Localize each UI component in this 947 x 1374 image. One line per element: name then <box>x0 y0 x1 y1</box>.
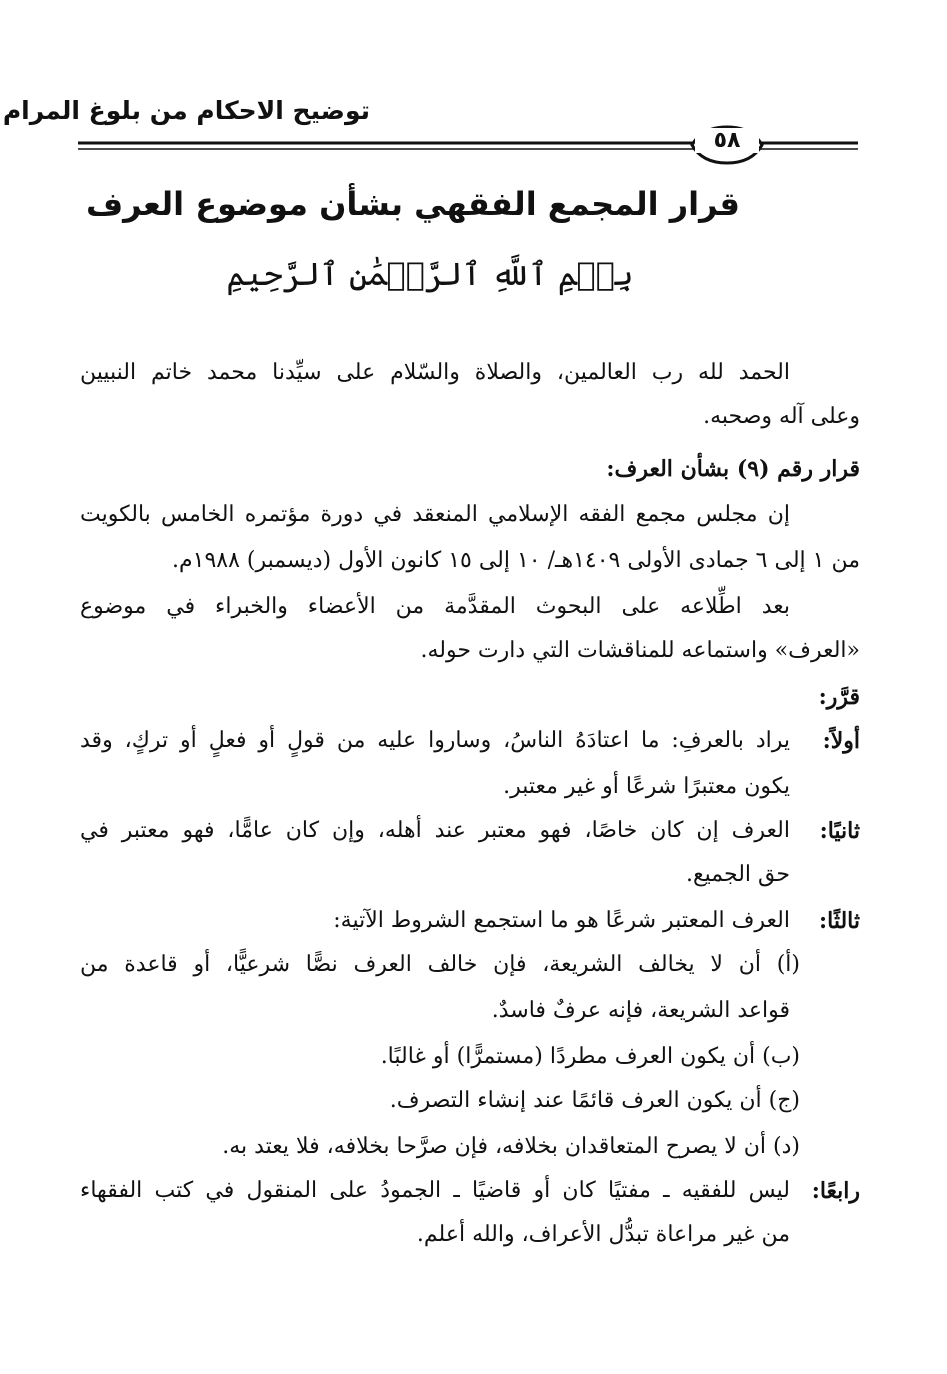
item-second-label: ثانيًا: <box>819 818 860 844</box>
council-line-2: من ١ إلى ٦ جمادى الأولى ١٤٠٩هـ/ ١٠ إلى ١٥ كانون الأول (ديسمبر) ١٩٨٨م. <box>172 548 860 573</box>
condition-a-line-2: قواعد الشريعة، فإنه عرفٌ فاسدٌ. <box>491 998 790 1023</box>
item-second-line-2: حق الجميع. <box>685 862 790 887</box>
item-fourth-line-1: ليس للفقيه ـ مفتيًا كان أو قاضيًا ـ الجمودُ على المنقول في كتب الفقهاء <box>80 1178 790 1203</box>
condition-d: (د) أن لا يصرح المتعاقدان بخلافه، فإن صرَّحا بخلافه، فلا يعتد به. <box>222 1134 800 1159</box>
page-number: ٥٨ <box>695 128 759 153</box>
item-first-line-2: يكون معتبرًا شرعًا أو غير معتبر. <box>503 774 790 799</box>
council-line-1: إن مجلس مجمع الفقه الإسلامي المنعقد في دورة مؤتمره الخامس بالكويت <box>80 502 790 527</box>
decision-heading: قرار رقم (٩) بشأن العرف: <box>606 456 860 482</box>
item-fourth-label: رابعًا: <box>811 1178 860 1204</box>
item-second-line-1: العرف إن كان خاصًا، فهو معتبر عند أهله، وإن كان عامًّا، فهو معتبر في <box>80 818 790 843</box>
item-third-label: ثالثًا: <box>819 908 860 934</box>
condition-b: (ب) أن يكون العرف مطردًا (مستمرًّا) أو غالبًا. <box>380 1044 800 1069</box>
condition-a-line-1: (أ) أن لا يخالف الشريعة، فإن خالف العرف نصًّا شرعيًّا، أو قاعدة من <box>80 952 800 977</box>
item-fourth-line-2: من غير مراعاة تبدُّل الأعراف، والله أعلم. <box>416 1222 790 1247</box>
review-line-1: بعد اطِّلاعه على البحوث المقدَّمة من الأعضاء والخبراء في موضوع <box>80 594 790 619</box>
basmala: بِسۡمِ ٱللَّهِ ٱلرَّحۡمَٰنِ ٱلرَّحِيمِ <box>226 255 634 293</box>
item-third-line-1: العرف المعتبر شرعًا هو ما استجمع الشروط الآتية: <box>333 908 790 933</box>
running-header-title: توضيح الاحكام من بلوغ المرام <box>2 96 370 125</box>
intro-line-1: الحمد لله رب العالمين، والصلاة والسّلام على سيِّدنا محمد خاتم النبيين <box>80 360 790 385</box>
decided-label: قرَّر: <box>818 684 860 710</box>
item-first-line-1: يراد بالعرفِ: ما اعتادَهُ الناسُ، وساروا عليه من قولٍ أو فعلٍ أو تركٍ، وقد <box>80 728 790 753</box>
item-first-label: أولاً: <box>822 728 860 754</box>
page-title: قرار المجمع الفقهي بشأن موضوع العرف <box>85 185 740 223</box>
condition-c: (ج) أن يكون العرف قائمًا عند إنشاء التصرف. <box>389 1088 800 1113</box>
intro-line-2: وعلى آله وصحبه. <box>703 404 860 429</box>
review-line-2: «العرف» واستماعه للمناقشات التي دارت حوله. <box>420 638 860 663</box>
